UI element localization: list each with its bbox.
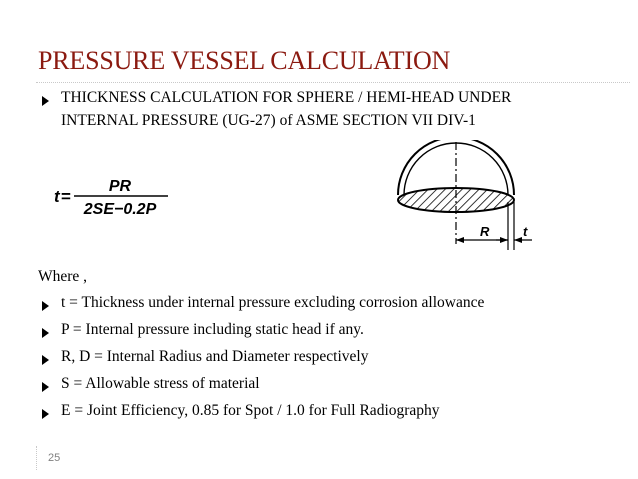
definition-pressure: P = Internal pressure including static head if any. [61,321,364,338]
bullet-arrow-icon [42,382,49,392]
bullet-arrow-icon [42,96,49,106]
definition-joint-efficiency: E = Joint Efficiency, 0.85 for Spot / 1.0 for Full Radiography [61,402,440,419]
hemi-head-diagram [392,140,562,256]
intro-line-2: INTERNAL PRESSURE (UG-27) of ASME SECTION VII DIV-1 [61,112,476,129]
bullet-arrow-icon [42,328,49,338]
title-divider [36,82,630,83]
formula-numerator: PR [108,178,132,195]
definition-radius-diameter: R, D = Internal Radius and Diameter respectively [61,348,369,365]
formula-denominator: 2SE−0.2P [83,201,157,218]
where-label: Where , [38,268,88,285]
definition-thickness: t = Thickness under internal pressure excluding corrosion allowance [61,294,485,311]
bullet-arrow-icon [42,301,49,311]
thickness-formula [52,172,192,220]
page-number: 25 [48,452,61,464]
arrow-thickness-icon [514,237,522,243]
bullet-arrow-icon [42,355,49,365]
bullet-arrow-icon [42,409,49,419]
slide-title: PRESSURE VESSEL CALCULATION [38,46,451,75]
radius-label: R [480,224,490,239]
arrow-left-icon [456,237,464,243]
intro-line-1: THICKNESS CALCULATION FOR SPHERE / HEMI-HEAD UNDER [61,89,512,106]
footer-divider [36,446,37,470]
thickness-label: t [523,224,528,239]
definition-stress: S = Allowable stress of material [61,375,260,392]
formula-equals: = [61,187,71,206]
formula-lhs: t [54,187,60,206]
